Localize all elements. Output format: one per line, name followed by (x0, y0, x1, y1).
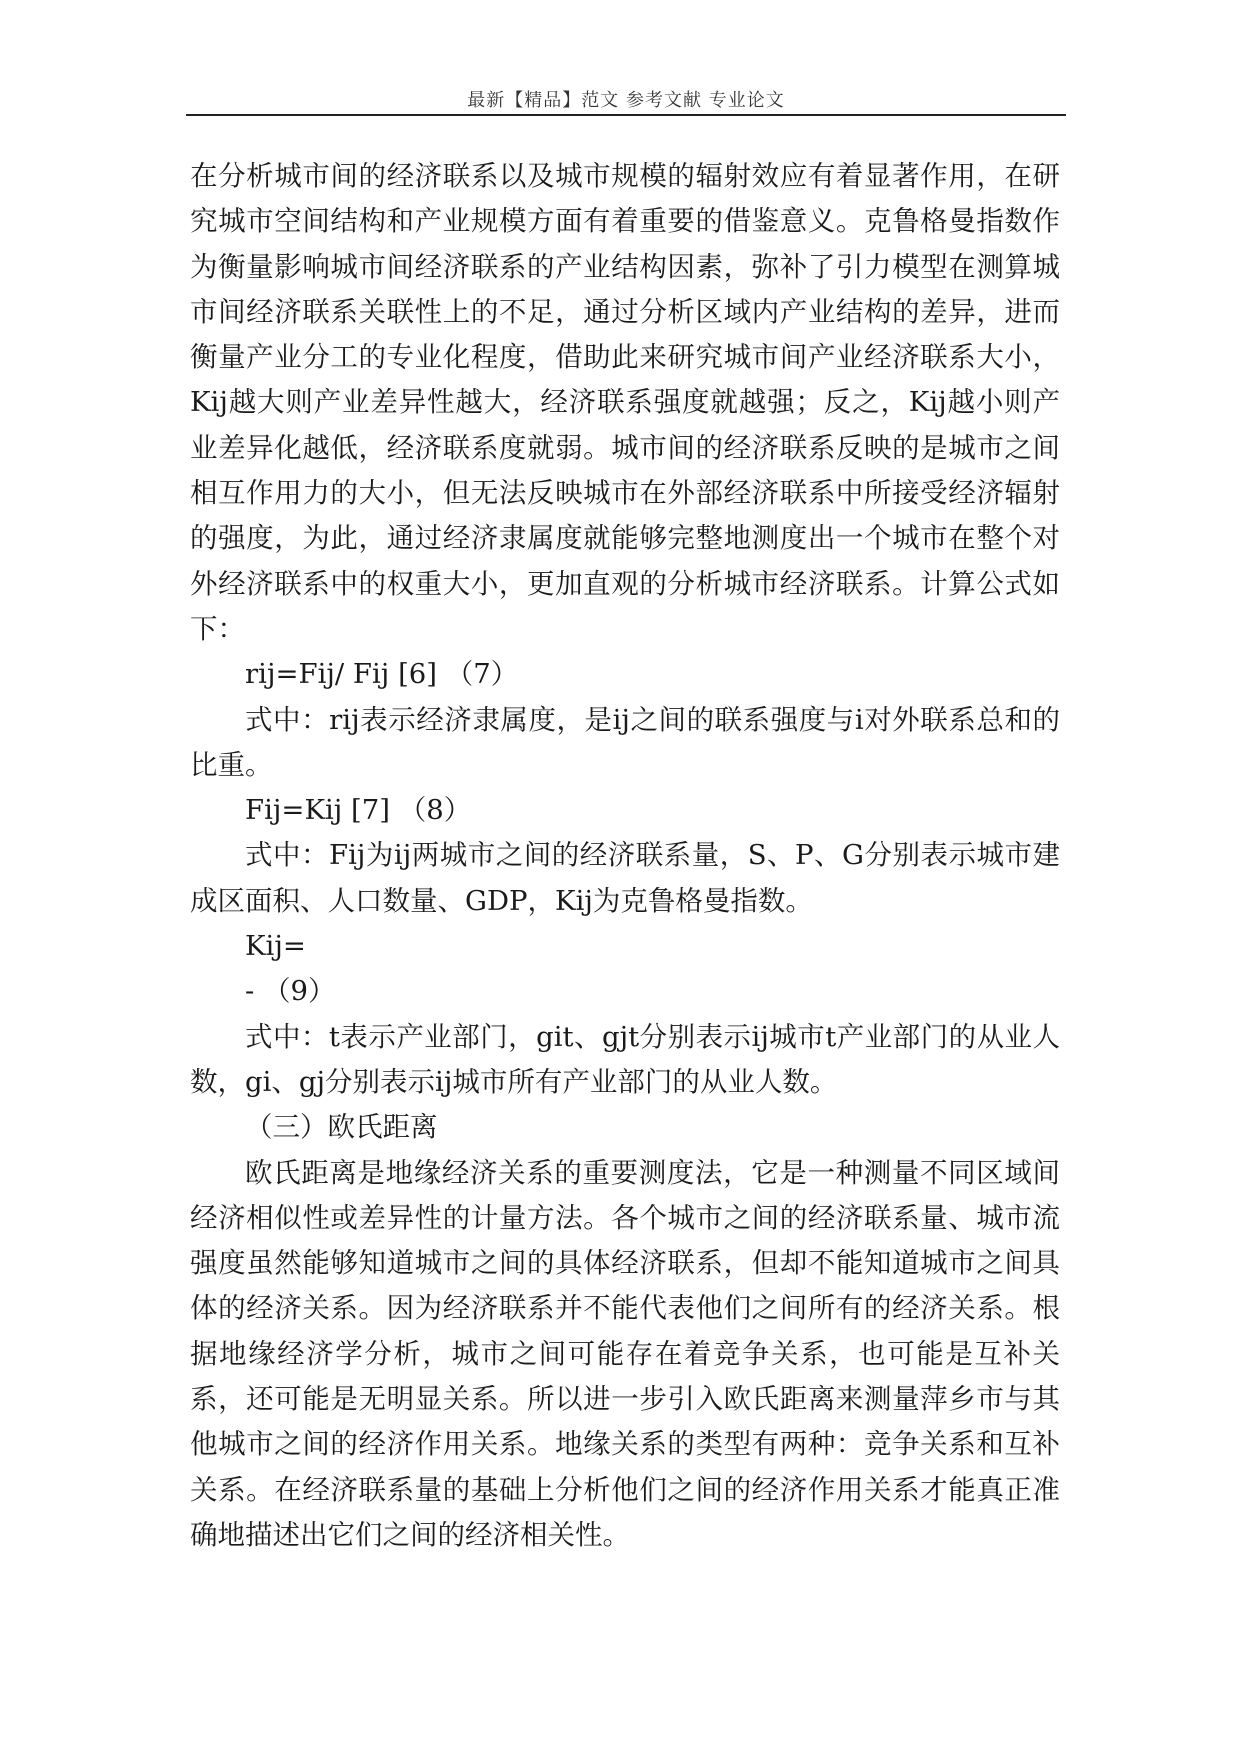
paragraph-continued-intro: 在分析城市间的经济联系以及城市规模的辐射效应有着显著作用，在研究城市空间结构和产业规模方面有着重要的借鉴意义。克鲁格曼指数作为衡量影响城市间经济联系的产业结构因素，弥补了引力模型在测算城市间经济联系关联性上的不足，通过分析区域内产业结构的差异，进而衡量产业分工的专业化程度，借助此来研究城市间产业经济联系大小，Kij越大则产业差异性越大，经济联系强度就越强；反之，Kij越小则产业差异化越低，经济联系度就弱。城市间的经济联系反映的是城市之间相互作用力的大小，但无法反映城市在外部经济联系中所接受经济辐射的强度，为此，通过经济隶属度就能够完整地测度出一个城市在整个对外经济联系中的权重大小，更加直观的分析城市经济联系。计算公式如下： (190, 160, 1060, 645)
paragraph-formula-9-note: 式中：t表示产业部门，git、gjt分别表示ij城市t产业部门的从业人数，gi、gj分别表示ij城市所有产业部门的从业人数。 (190, 1020, 1060, 1098)
document-body (190, 154, 1060, 1558)
paragraph-euclidean-distance: 欧氏距离是地缘经济关系的重要测度法，它是一种测量不同区域间经济相似性或差异性的计量方法。各个城市之间的经济联系量、城市流强度虽然能够知道城市之间的具体经济联系，但却不能知道城市之间具体的经济关系。因为经济联系并不能代表他们之间所有的经济关系。根据地缘经济学分析，城市之间可能存在着竞争关系，也可能是互补关系，还可能是无明显关系。所以进一步引入欧氏距离来测量萍乡市与其他城市之间的经济作用关系。地缘关系的类型有两种：竞争关系和互补关系。在经济联系量的基础上分析他们之间的经济作用关系才能真正准确地描述出它们之间的经济相关性。 (190, 1156, 1060, 1551)
formula-9-rhs: - （9） (245, 975, 336, 1008)
section-heading-euclidean-distance: （三）欧氏距离 (245, 1111, 438, 1144)
paragraph-formula-8-note: 式中：Fij为ij两城市之间的经济联系量，S、P、G分别表示城市建成区面积、人口数量、GDP，Kij为克鲁格曼指数。 (190, 839, 1060, 917)
formula-8: Fij=Kij [7] （8） (245, 794, 472, 827)
formula-7: rij=Fij/ Fij [6] （7） (245, 658, 519, 691)
paragraph-formula-7-note: 式中：rij表示经济隶属度，是ij之间的联系强度与i对外联系总和的比重。 (190, 703, 1060, 781)
formula-9-lhs: Kij= (245, 930, 306, 963)
page-header: 最新【精品】范文 参考文献 专业论文 (467, 90, 785, 111)
header-rule (186, 114, 1066, 116)
